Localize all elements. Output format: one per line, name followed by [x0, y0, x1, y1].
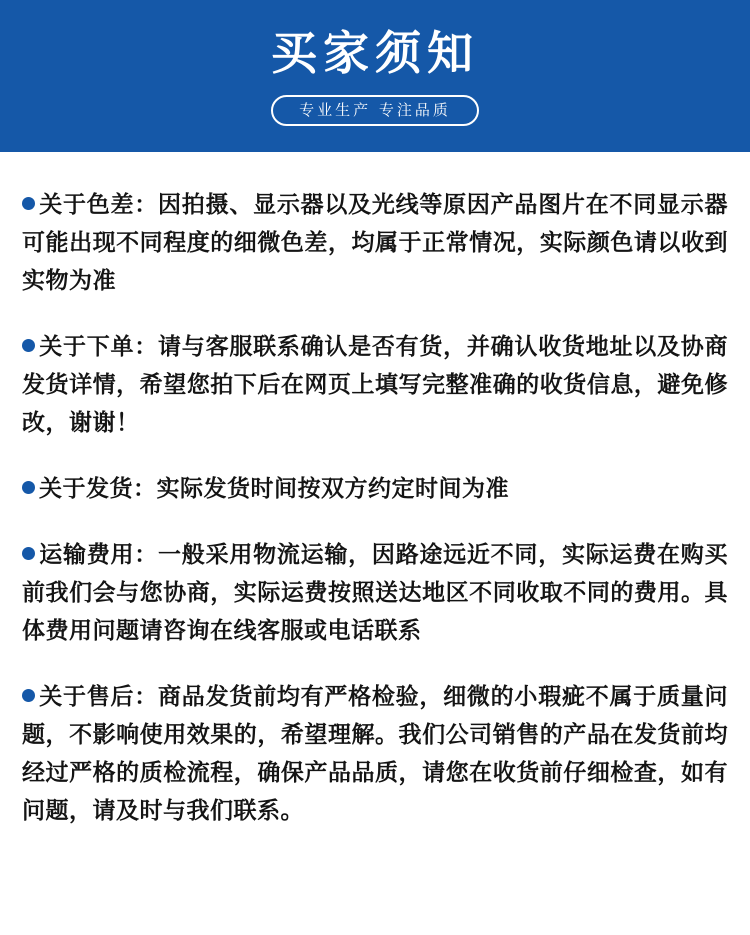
notice-list	[0, 152, 750, 830]
bullet-icon	[22, 689, 35, 702]
header-banner	[0, 0, 750, 152]
notice-item-ordering	[22, 328, 728, 442]
notice-text: 关于下单：请与客服联系确认是否有货，并确认收货地址以及协商发货详情，希望您拍下后在网页上填写完整准确的收货信息，避免修改，谢谢！	[22, 334, 728, 436]
notice-text: 关于发货：实际发货时间按双方约定时间为准	[39, 476, 509, 502]
bullet-icon	[22, 547, 35, 560]
page-title: 买家须知	[271, 26, 479, 80]
notice-text: 关于色差：因拍摄、显示器以及光线等原因产品图片在不同显示器可能出现不同程度的细微色差，均属于正常情况，实际颜色请以收到实物为准	[22, 192, 728, 294]
notice-item-color-difference	[22, 186, 728, 300]
notice-item-freight-cost	[22, 536, 728, 650]
bullet-icon	[22, 481, 35, 494]
slogan-text: 专业生产 专注品质	[299, 101, 451, 120]
notice-text: 关于售后：商品发货前均有严格检验，细微的小瑕疵不属于质量问题，不影响使用效果的，希望理解。我们公司销售的产品在发货前均经过严格的质检流程，确保产品品质，请您在收货前仔细检查，如有问题，请及时与我们联系。	[22, 684, 728, 824]
notice-item-shipping-time	[22, 470, 728, 508]
notice-item-after-sales	[22, 678, 728, 830]
bullet-icon	[22, 339, 35, 352]
slogan-pill	[271, 95, 479, 126]
notice-text: 运输费用：一般采用物流运输，因路途远近不同，实际运费在购买前我们会与您协商，实际运费按照送达地区不同收取不同的费用。具体费用问题请咨询在线客服或电话联系	[22, 542, 728, 644]
bullet-icon	[22, 197, 35, 210]
